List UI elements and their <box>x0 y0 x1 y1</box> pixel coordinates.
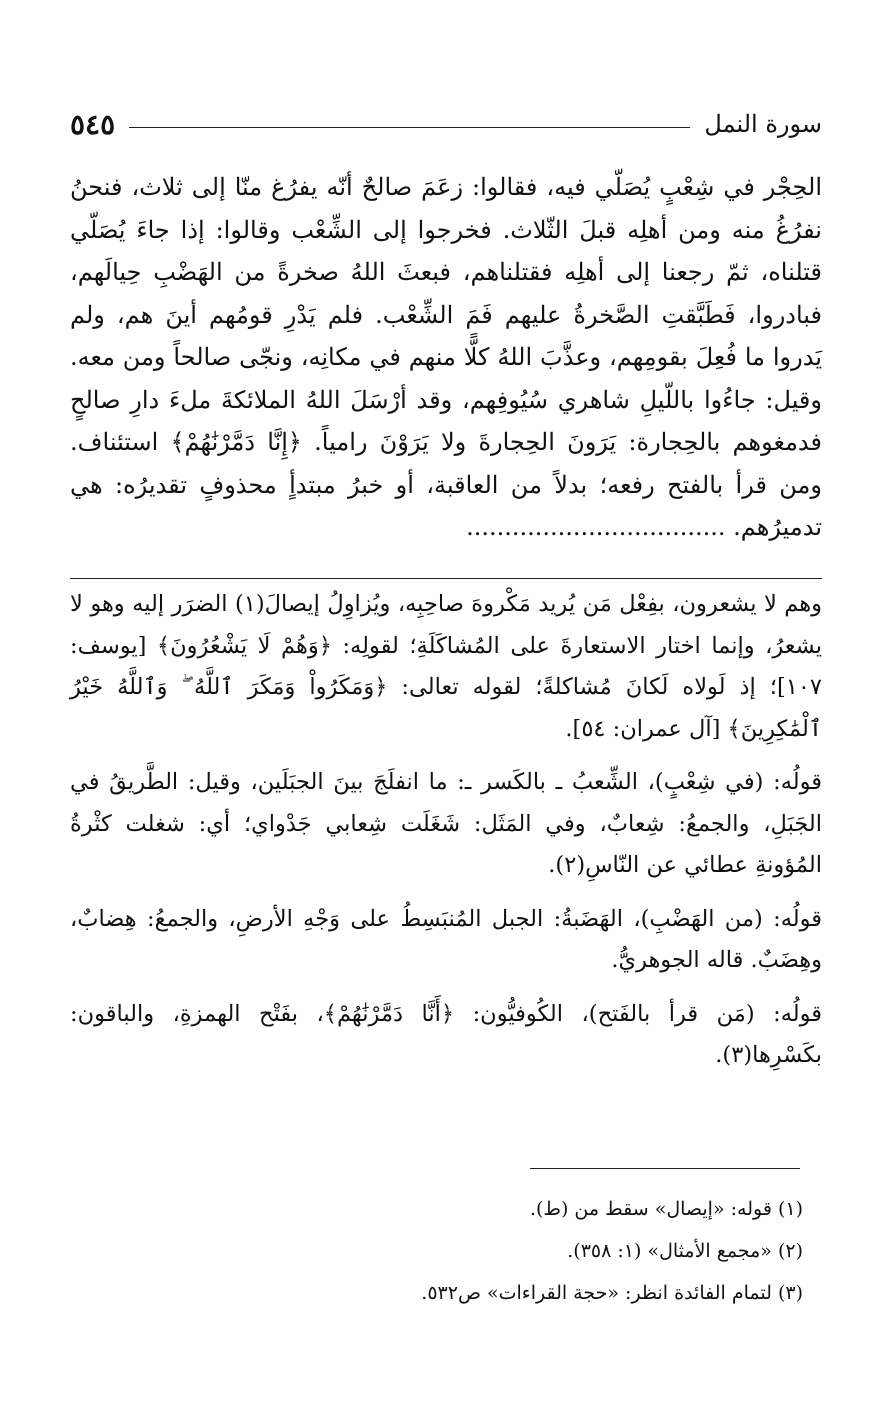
main-paragraph: الحِجْر في شِعْبٍ يُصَلّي فيه، فقالوا: زعَمَ صالحٌ أنّه يفرُغ منّا إلى ثلاث، فنحنُ نفرُغُ منه ومن أهلِه قبلَ الثّلاث. فخرجوا إلى الشِّعْب وقالوا: إذا جاءَ يُصَلّي قتلناه، ثمّ رجعنا إلى أهلِه فقتلناهم، فبعثَ اللهُ صخرةً من الهَضْبِ حِيالَهم، فبادروا، فَطَبَّقتِ الصَّخرةُ عليهم فَمَ الشِّعْب. فلم يَدْرِ قومُهم أينَ هم، ولم يَدروا ما فُعِلَ بقومِهم، وعذَّبَ اللهُ كلًّا منهم في مكانِه، ونجّى صالحاً ومن معه. وقيل: جاءُوا باللّيلِ شاهري سُيُوفِهم، وقد أرْسَلَ اللهُ الملائكةَ ملءَ دارِ صالحٍ فدمغوهم بالحِجارة: يَرَونَ الحِجارةَ ولا يَرَوْنَ رامياً. ﴿إِنَّا دَمَّرْنَٰهُمْ﴾ استئناف. ومن قرأ بالفتح رفعه؛ بدلاً من العاقبة، أو خبرُ مبتدأٍ محذوفٍ تقديرُه: هي تدميرُهم. .................................. <box>70 173 823 541</box>
main-text-block <box>70 166 822 549</box>
commentary-separator <box>70 578 822 579</box>
page-number: ٥٤٥ <box>70 107 116 141</box>
commentary-paragraph: قولُه: (من الهَضْبِ)، الهَضَبةُ: الجبل المُنبَسِطُ على وَجْهِ الأرضِ، والجمعُ: هِضابٌ، وهِضَبٌ. قاله الجوهريُّ. <box>70 905 822 973</box>
header-rule <box>129 127 690 128</box>
commentary-block <box>70 584 822 1089</box>
footnotes <box>70 1188 803 1314</box>
footnote: (١) قوله: «إيصال» سقط من (ط). <box>529 1198 803 1220</box>
footnote: (٣) لتمام الفائدة انظر: «حجة القراءات» ص٥٣٢. <box>421 1282 803 1304</box>
surah-title: سورة النمل <box>704 110 822 138</box>
page-header <box>70 104 822 144</box>
footnote: (٢) «مجمع الأمثال» (١: ٣٥٨). <box>567 1240 803 1262</box>
commentary-paragraph: قولُه: (في شِعْبٍ)، الشِّعبُ ـ بالكَسر ـ: ما انفلَجَ بينَ الجبَلَين، وقيل: الطَّريقُ في الجَبَلِ، والجمعُ: شِعابٌ، وفي المَثَل: شَغَلَت شِعابي جَدْواي؛ أي: شغلت كثْرةُ المُؤونةِ عطائي عن النّاسِ(٢). <box>70 769 822 878</box>
commentary-paragraph: وهم لا يشعرون، بفِعْل مَن يُريد مَكْروهَ صاحِبِه، ويُزاوِلُ إيصالَ(١) الضرَر إليه وهو لا يشعرُ، وإنما اختار الاستعارةَ على المُشاكَلَةِ؛ لقولِه: ﴿وَهُمْ لَا يَشْعُرُونَ﴾ [يوسف: ١٠٧]؛ إذ لَولاه لَكانَ مُشاكلةً؛ لقوله تعالى: ﴿وَمَكَرُواْ وَمَكَرَ ٱللَّهُ ۖ وَٱللَّهُ خَيْرُ ٱلْمَٰكِرِينَ﴾ [آل عمران: ٥٤]. <box>70 591 823 742</box>
commentary-paragraph: قولُه: (مَن قرأ بالفَتح)، الكُوفيُّون: ﴿أَنَّا دَمَّرْنَٰهُمْ﴾، بفَتْح الهمزةِ، والباقون: بكَسْرِها(٣). <box>70 1000 822 1068</box>
footnote-rule <box>530 1168 800 1169</box>
